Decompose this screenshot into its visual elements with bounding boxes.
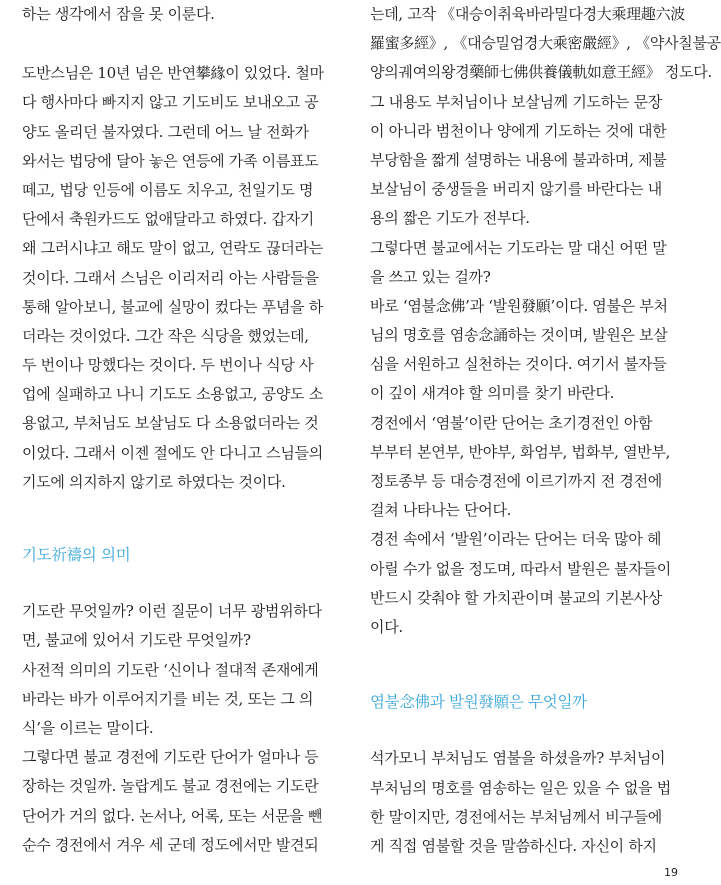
text-line: 석가모니 부처님도 염불을 하셨을까? 부처님이 [370, 749, 666, 768]
text-line: 부부터 본연부, 반야부, 화엄부, 법화부, 열반부, [370, 442, 671, 461]
text-line: 다 행사마다 빠지지 않고 기도비도 보내오고 공 [22, 93, 319, 112]
right-paragraph-1 [370, 0, 721, 642]
spacer [370, 642, 680, 688]
text-line: 한 말이지만, 경전에서는 부처님께서 비구들에 [370, 807, 662, 826]
text-line: 는데, 고작 《대승이취육바라밀다경大乘理趣六波 [370, 5, 685, 23]
left-paragraph-2 [22, 597, 332, 860]
page-number: 19 [664, 866, 678, 879]
text-line: 단어가 거의 없다. 논서나, 어록, 또는 서문을 뺀 [22, 806, 323, 825]
text-line: 걸쳐 나타나는 단어다. [370, 501, 512, 520]
left-paragraph-1 [22, 59, 332, 497]
text-line: 기도에 의지하지 않기로 하였다는 것이다. [22, 472, 286, 491]
text-line: 와서는 법당에 달아 놓은 연등에 가족 이름표도 [22, 151, 319, 170]
text-line: 양도 올리던 불자였다. 그런데 어느 날 전화가 [22, 122, 309, 141]
section-heading-yeombul-balwon: 염불念佛과 발원發願은 무엇일까 [370, 693, 587, 712]
text-line: 양의궤여의왕경藥師七佛供養儀軌如意王經》 정도다. [370, 63, 712, 82]
text-line: 두 번이나 망했다는 것이다. 두 번이나 식당 사 [22, 356, 314, 375]
text-line: 이다. [370, 617, 403, 636]
right-paragraph-2 [370, 744, 680, 861]
text-line: 게 직접 염불할 것을 말씀하신다. 자신이 하지 [370, 836, 657, 855]
text-line: 떼고, 법당 인등에 이름도 치우고, 천일기도 명 [22, 180, 314, 199]
text-line: 부처님의 명호를 염송하는 일은 있을 수 없을 법 [370, 778, 671, 797]
section-heading-prayer-meaning: 기도祈禱의 의미 [22, 546, 131, 564]
left-column [22, 0, 332, 860]
text-line: 경전에서 ‘염불’이란 단어는 초기경전인 아함 [370, 413, 653, 432]
text-line: 하는 생각에서 잠을 못 이룬다. [22, 5, 215, 23]
text-line: 그렇다면 불교에서는 기도라는 말 대신 어떤 말 [370, 238, 667, 257]
spacer [22, 570, 332, 597]
text-line: 도반스님은 10년 넘은 반연攀緣이 있었다. 철마 [22, 64, 324, 83]
text-line: 반드시 갖춰야 할 가치관이며 불교의 기본사상 [370, 588, 662, 607]
text-line: 보살님이 중생들을 버리지 않기를 바란다는 내 [370, 180, 662, 199]
text-line: 심을 서원하고 실천하는 것이다. 여기서 불자들 [370, 355, 667, 374]
text-line: 정토종부 등 대승경전에 이르기까지 전 경전에 [370, 472, 662, 490]
spacer [22, 497, 332, 541]
text-line: 이었다. 그래서 이젠 절에도 안 다니고 스님들의 [22, 443, 323, 462]
text-line: 순수 경전에서 겨우 세 군데 정도에서만 발견되 [22, 835, 319, 854]
text-line: 부당함을 짧게 설명하는 내용에 불과하며, 제불 [370, 150, 667, 169]
text-line: 님의 명호를 염송念誦하는 것이며, 발원은 보살 [370, 326, 668, 345]
text-line: 이 아니라 범천이나 양에게 기도하는 것에 대한 [370, 121, 667, 140]
text-line: 더라는 것이었다. 그간 작은 식당을 했었는데, [22, 326, 309, 345]
text-line: 장하는 것일까. 놀랍게도 불교 경전에는 기도란 [22, 777, 319, 796]
text-line: 아릴 수가 없을 정도며, 따라서 발원은 불자들이 [370, 559, 671, 578]
spacer [370, 717, 680, 744]
right-column [370, 0, 721, 861]
text-line: 을 쓰고 있는 걸까? [370, 267, 491, 286]
text-line: 왜 그러시냐고 해도 말이 없고, 연락도 끊더라는 [22, 239, 323, 258]
text-line: 그렇다면 불교 경전에 기도란 단어가 얼마나 등 [22, 748, 319, 767]
text-line: 용의 짧은 기도가 전부다. [370, 209, 530, 228]
text-line: 이 깊이 새겨야 할 의미를 찾기 바란다. [370, 384, 615, 403]
text-line: 단에서 축원카드도 없애달라고 하였다. 갑자기 [22, 210, 314, 229]
text-line: 용없고, 부처님도 보살님도 다 소용없더라는 것 [22, 414, 319, 433]
text-line: 기도란 무엇일까? 이런 질문이 너무 광범위하다 [22, 602, 322, 621]
text-line: 사전적 의미의 기도란 ‘신이나 절대적 존재에게 [22, 660, 319, 679]
text-line: 경전 속에서 ‘발원’이라는 단어는 더욱 많아 헤 [370, 530, 662, 549]
text-line: 업에 실패하고 나니 기도도 소용없고, 공양도 소 [22, 385, 323, 404]
text-line: 그 내용도 부처님이나 보살님께 기도하는 문장 [370, 92, 662, 111]
spacer [22, 29, 332, 59]
left-top-lines [22, 0, 332, 29]
text-line: 것이다. 그래서 스님은 이리저리 아는 사람들을 [22, 268, 319, 287]
text-line: 바로 ‘염불念佛’과 ‘발원發願’이다. 염불은 부처 [370, 296, 668, 315]
text-line: 식’을 이르는 말이다. [22, 718, 154, 737]
text-line: 바라는 바가 이루어지기를 비는 것, 또는 그 의 [22, 689, 314, 708]
text-line: 羅蜜多經》, 《대승밀엄경大乘密嚴經》, 《약사칠불공 [370, 34, 721, 53]
text-line: 통해 알아보니, 불교에 실망이 컸다는 푸념을 하 [22, 297, 323, 316]
text-line: 면, 불교에 있어서 기도란 무엇일까? [22, 631, 251, 650]
